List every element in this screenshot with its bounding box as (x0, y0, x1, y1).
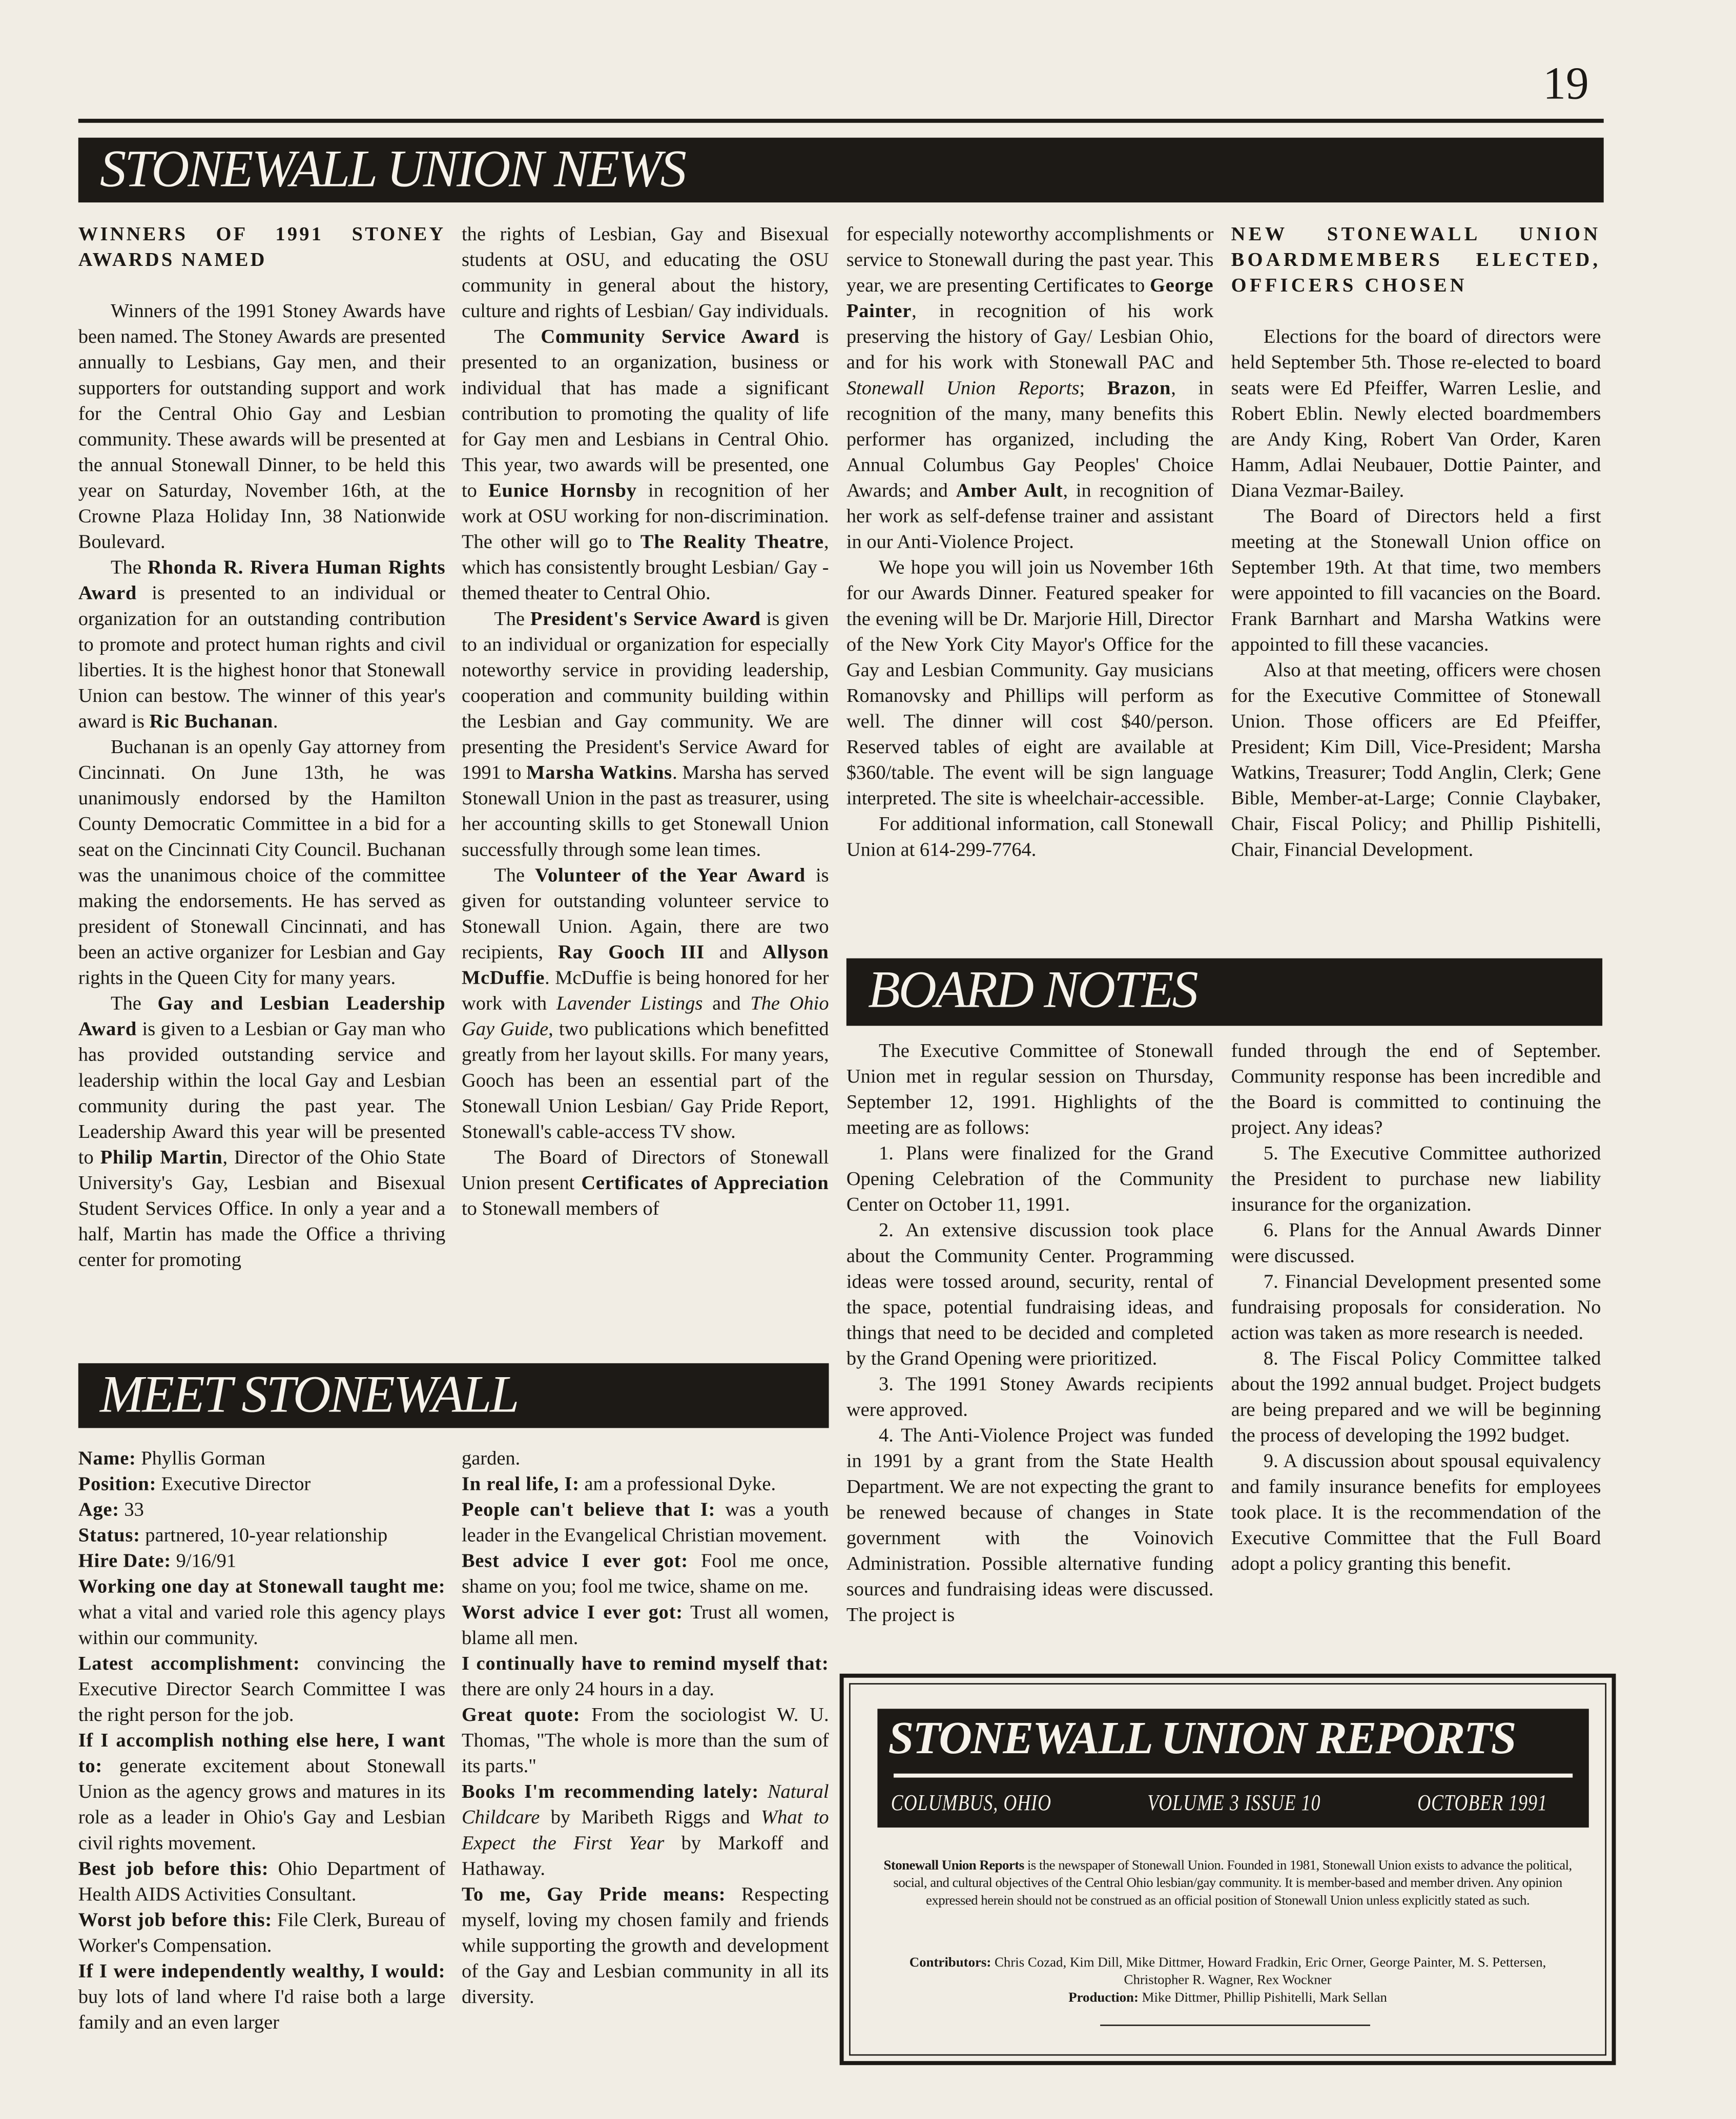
paragraph (462, 1549, 829, 1601)
text-run: , Director of the Ohio State University's Gay, Lesbian and Bisexual Student Services Office. In only a year and a half, Martin has made the Office a thriving center for promoting (78, 1147, 446, 1272)
paragraph (78, 1960, 446, 2037)
production-list: Mike Dittmer, Phillip Pishitelli, Mark Sellan (1138, 1990, 1387, 2006)
bold-text: Best advice I ever got: (461, 1551, 688, 1573)
text-run: From the sociologist W. U. Thomas, "The whole is more than the sum of its parts." (461, 1705, 829, 1778)
text-run: The (494, 609, 530, 631)
bold-text: People can't believe that I: (461, 1499, 716, 1522)
paragraph (462, 1601, 829, 1652)
text-run: , in recognition of his work preserving the history of Gay/ Lesbian Ohio, and for his work with Stonewall PAC and (846, 301, 1214, 374)
text-run: The Board of Directors held a first meeting at the Stonewall Union office on September 19th. At that time, two members were appointed to fill vacancies on the Board. Frank Barnhart and Marsha Watkins were appointed to fill these vacancies. (1231, 506, 1601, 656)
text-run: by Maribeth Riggs and (540, 1807, 761, 1829)
text-run: Also at that meeting, officers were chosen for the Executive Committee of Stonewall Union. Those officers are Ed Pfeiffer, President; Kim Dill, Vice-President; Marsha Watkins, Treasurer; Todd Anglin, Clerk; Gene Bible, Member-at-Large; Connie Claybaker, Chair, Fiscal Policy; and Phillip Pishitelli, Chair, Financial Development. (1231, 660, 1601, 861)
text-run: Fool me once, shame on you; fool me twice, shame on me. (461, 1551, 829, 1598)
text-run: . (273, 711, 278, 733)
paragraph (1231, 1040, 1601, 1142)
masthead-credits (880, 1955, 1576, 2007)
text-run: The (111, 557, 148, 579)
paragraph (78, 992, 446, 1274)
page-number: 19 (1543, 59, 1589, 110)
text-run: Elections for the board of directors were held September 5th. Those re-elected to board seats were Ed Pfeiffer, Warren Leslie, and Robert Eblin. Newly elected boardmembers are Andy King, Robert Van Order, Karen Hamm, Adlai Neubauer, Dottie Painter, and Diana Vezmar-Bailey. (1231, 326, 1601, 503)
text-run: Buchanan is an openly Gay attorney from Cincinnati. On June 13th, he was unanimously endorsed by the Hamilton County Democratic Committee in a bid for a seat on the Cincinnati City Council. Buchanan was the unanimous choice of the committee making the endorsements. He has served as president of Stonewall Cincinnati, and has been an active organizer for Lesbian and Gay rights in the Queen City for many years. (78, 737, 446, 990)
text-run: for especially noteworthy accomplishments or service to Stonewall during the past year. This year, we are presenting Certificates to (846, 224, 1214, 297)
bold-text: Brazon (1107, 378, 1171, 400)
bold-text: Best job before this: (78, 1858, 269, 1880)
paragraph (78, 1549, 446, 1575)
text-run: is given to a Lesbian or Gay man who has provided outstanding service and leadership within the local Gay and Lesbian community during the past year. The Leadership Award this year will be presented to (78, 1019, 446, 1169)
text-run: The Board of Directors of Stonewall Union present (461, 1147, 829, 1195)
masthead-location: COLUMBUS, OHIO (891, 1790, 1052, 1816)
section-banner-board-notes: BOARD NOTES (846, 958, 1602, 1026)
text-run: convincing the Executive Director Search Committee I was the right person for the job. (78, 1653, 446, 1727)
text-run: am a professional Dyke. (579, 1473, 776, 1496)
text-run: in recognition of her work at OSU working for non-discrimination. The other will go to (461, 480, 829, 554)
contributors-label: Contributors: (909, 1956, 991, 1971)
paragraph (462, 1447, 829, 1472)
text-run: File Clerk, Bureau of Worker's Compensation. (78, 1909, 446, 1958)
paragraph (846, 1424, 1214, 1629)
paragraph (1231, 505, 1601, 658)
text-run: 9/16/91 (171, 1551, 237, 1573)
text-run: ; (1079, 378, 1107, 400)
paragraph (462, 325, 829, 608)
text-run: by Markoff and Hathaway. (461, 1833, 829, 1880)
text-run: is given for outstanding volunteer service to Stonewall Union. Again, there are two recipients, (461, 865, 829, 964)
bold-text: George Painter (846, 275, 1214, 323)
bold-text: The Reality Theatre (640, 531, 824, 554)
paragraph (462, 608, 829, 864)
section-banner-meet-stonewall: MEET STONEWALL (78, 1363, 829, 1428)
bold-text: If I were independently wealthy, I would: (78, 1961, 446, 1983)
masthead-volume: VOLUME 3 ISSUE 10 (1147, 1790, 1321, 1816)
text-run: We hope you will join us November 16th for our Awards Dinner. Featured speaker for the evening will be Dr. Marjorie Hill, Director of the New York City Mayor's Office for the Gay and Lesbian Community. Gay musicians Romanovsky and Phillips will perform as well. The dinner will cost $40/person. Reserved tables of eight are available at $360/table. The event will be sign language interpreted. The site is wheelchair-accessible. (846, 557, 1214, 810)
paragraph (1231, 1449, 1601, 1577)
paragraph (462, 1472, 829, 1498)
text-run: to Stonewall members of (461, 1198, 659, 1220)
bold-text: Name: (78, 1448, 136, 1470)
masthead-banner (877, 1709, 1588, 1827)
text-run: was a youth leader in the Evangelical Christian movement. (461, 1499, 829, 1547)
section-banner-news: STONEWALL UNION NEWS (78, 138, 1604, 202)
winners-column-3 (846, 223, 1214, 864)
about-text: is the newspaper of Stonewall Union. Founded in 1981, Stonewall Union exists to advance the political, social, and cultural objectives of the Central Ohio lesbian/gay community. It is member-based and member driven. Any opinion expressed herein should not be construed as an official position of Stonewall Union unless explicitly stated as such. (893, 1858, 1572, 1909)
bold-text: Hire Date: (78, 1551, 172, 1573)
paragraph (846, 1040, 1214, 1142)
text-run: . Marsha has served Stonewall Union in the past as treasurer, using her accounting skills to get Stonewall Union successfully through some lean times. (461, 762, 829, 861)
text-run: 2. An extensive discussion took place about the Community Center. Programming ideas were tossed around, security, rental of the space, potential fundraising ideas, and things that need to be decided and completed by the Grand Opening were prioritized. (846, 1220, 1214, 1370)
paragraph (846, 1219, 1214, 1373)
bold-text: Ric Buchanan (149, 711, 273, 733)
bold-text: Position: (78, 1473, 157, 1496)
paragraph (846, 223, 1214, 556)
bold-text: Worst job before this: (78, 1909, 272, 1931)
bold-text: Philip Martin (100, 1147, 223, 1169)
text-run: there are only 24 hours in a day. (461, 1679, 714, 1701)
text-run: and (704, 942, 763, 964)
board-elected-column (1231, 223, 1601, 864)
bold-text: Books I'm recommending lately: (461, 1781, 759, 1803)
text-run: . McDuffie is being honored for her work with (461, 967, 829, 1015)
paragraph (1231, 325, 1601, 505)
paragraph (1231, 1270, 1601, 1347)
bold-text: Marsha Watkins (526, 762, 673, 784)
text-run: 9. A discussion about spousal equivalency and family insurance benefits for employees took place. It is the recommendation of the Executive Committee that the Full Board adopt a policy granting this benefit. (1231, 1451, 1601, 1575)
text-run: , which has consistently brought Lesbian/ Gay - themed theater to Central Ohio. (461, 531, 829, 605)
text-run: generate excitement about Stonewall Union as the agency grows and matures in its role as a leader in Ohio's Gay and Lesbian civil rights movement. (78, 1756, 446, 1855)
paragraph (846, 556, 1214, 813)
paragraph (462, 1146, 829, 1223)
paragraph (846, 813, 1214, 864)
paragraph (78, 1652, 446, 1729)
winners-column-1 (78, 223, 446, 1274)
text-run: buy lots of land where I'd raise both a large family and an even larger (78, 1986, 446, 2034)
meet-column-2 (462, 1447, 829, 2011)
text-run: the rights of Lesbian, Gay and Bisexual students at OSU, and educating the OSU community in general about the history, culture and rights of Lesbian/ Gay individuals. (461, 224, 829, 323)
paragraph (462, 1703, 829, 1780)
italic-text: Stonewall Union Reports (846, 378, 1080, 400)
paragraph (78, 1447, 446, 1472)
text-run: 4. The Anti-Violence Project was funded in 1991 by a grant from the State Health Department. We are not expecting the grant to be renewed because of changes in State government with the Voinovich Administration. Possible alternative funding sources and fundraising ideas were discussed. The project is (846, 1425, 1214, 1627)
text-run: 5. The Executive Committee authorized the President to purchase new liability insurance for the organization. (1231, 1143, 1601, 1216)
paragraph (1231, 659, 1601, 864)
bold-text: Rhonda R. Rivera Human Rights Award (78, 557, 446, 605)
italic-text: The Ohio Gay Guide (461, 993, 829, 1041)
text-run: what a vital and varied role this agency plays within our community. (78, 1602, 446, 1650)
masthead-date: OCTOBER 1991 (1417, 1790, 1548, 1816)
about-name: Stonewall Union Reports (883, 1858, 1024, 1874)
text-run: partnered, 10-year relationship (140, 1525, 388, 1547)
text-run: , in recognition of the many, many benefits this performer has organized, including the Annual Columbus Gay Peoples' Choice Awards; and (846, 378, 1214, 503)
bold-text: To me, Gay Pride means: (461, 1884, 726, 1906)
paragraph (462, 864, 829, 1146)
bold-text: Age: (78, 1499, 119, 1522)
italic-text: Lavender Listings (556, 993, 703, 1015)
paragraph (78, 1498, 446, 1524)
text-run: is given to an individual or organization for especially noteworthy service in providing leadership, cooperation and community building within the Lesbian and Gay community. We are presenting the President's Service Award for 1991 to (461, 609, 829, 784)
masthead-box (840, 1674, 1616, 2065)
text-run: The (494, 326, 541, 348)
text-run: 6. Plans for the Annual Awards Dinner were discussed. (1231, 1220, 1601, 1268)
text-run: The (111, 993, 158, 1015)
paragraph (1231, 1219, 1601, 1270)
top-rule (78, 119, 1604, 123)
board-notes-column-2 (1231, 1040, 1601, 1578)
bold-text: Volunteer of the Year Award (535, 865, 805, 887)
bold-text: Community Service Award (541, 326, 800, 348)
bold-text: I continually have to remind myself that: (461, 1653, 829, 1675)
winners-column-2 (462, 223, 829, 1223)
meet-column-1 (78, 1447, 446, 2037)
paragraph (846, 1142, 1214, 1219)
bold-text: Eunice Hornsby (488, 480, 637, 503)
masthead-title: STONEWALL UNION REPORTS (888, 1714, 1516, 1764)
text-run: 8. The Fiscal Policy Committee talked about the 1992 annual budget. Project budgets are being prepared and we will be beginning the process of developing the 1992 budget. (1231, 1348, 1601, 1447)
bold-text: Certificates of Appreciation (581, 1173, 829, 1195)
paragraph (1231, 1347, 1601, 1449)
text-run: Trust all women, blame all men. (461, 1602, 829, 1650)
text-run: is presented to an organization, business or individual that has made a significant contribution to promoting the quality of life for Gay men and Lesbians in Central Ohio. This year, two awards will be presented, one to (461, 326, 829, 503)
text-run: For additional information, call Stonewall Union at 614-299-7764. (846, 814, 1214, 861)
paragraph (462, 1780, 829, 1883)
text-run: funded through the end of September. Community response has been incredible and the Board is committed to continuing the project. Any ideas? (1231, 1041, 1601, 1139)
text-run: , in recognition of her work as self-defense trainer and assistant in our Anti-Violence Project. (846, 480, 1214, 554)
bold-text: If I accomplish nothing else here, I want to: (78, 1730, 446, 1778)
text-run: 7. Financial Development presented some fundraising proposals for consideration. No action was taken as more research is needed. (1231, 1271, 1601, 1344)
text-run (759, 1782, 768, 1803)
masthead-about (880, 1857, 1576, 1910)
masthead-end-rule (1100, 2025, 1370, 2026)
text-run: and (702, 993, 751, 1015)
bold-text: Latest accomplishment: (78, 1653, 300, 1675)
text-run: Ohio Department of Health AIDS Activities Consultant. (78, 1858, 446, 1906)
paragraph (462, 1498, 829, 1549)
paragraph (1231, 1142, 1601, 1219)
paragraph (846, 1373, 1214, 1424)
bold-text: Working one day at Stonewall taught me: (78, 1576, 446, 1598)
paragraph (78, 1524, 446, 1549)
paragraph (78, 1472, 446, 1498)
text-run: garden. (461, 1448, 521, 1470)
paragraph (462, 223, 829, 325)
text-run: 1. Plans were finalized for the Grand Opening Celebration of the Community Center on October 11, 1991. (846, 1143, 1214, 1216)
winners-headline: WINNERS OF 1991 STONEY AWARDS NAMED (78, 224, 446, 272)
text-run: 3. The 1991 Stoney Awards recipients were approved. (846, 1374, 1214, 1422)
text-run: is presented to an individual or organization for an outstanding contribution to promote and protect human rights and civil liberties. It is the highest honor that Stonewall Union can bestow. The winner of this year's award is (78, 583, 446, 733)
text-run: The Executive Committee of Stonewall Union met in regular session on Thursday, September 12, 1991. Highlights of the meeting are as follows: (846, 1041, 1214, 1139)
board-elected-headline: NEW STONEWALL UNION BOARDMEMBERS ELECTED, OFFICERS CHOSEN (1231, 224, 1601, 297)
paragraph (78, 1575, 446, 1652)
paragraph (78, 1729, 446, 1857)
contributors-list: Chris Cozad, Kim Dill, Mike Dittmer, Howard Fradkin, Eric Orner, George Painter, M. S. Pettersen, Christopher R. Wagner, Rex Wockner (991, 1956, 1546, 1988)
paragraph (78, 1857, 446, 1908)
italic-text: Natural Childcare (461, 1781, 829, 1829)
text-run: 33 (119, 1499, 144, 1522)
paragraph (78, 300, 446, 556)
text-run: Respecting myself, loving my chosen family and friends while supporting the growth and development of the Gay and Lesbian community in all its diversity. (461, 1884, 829, 2009)
italic-text: What to Expect the First Year (461, 1807, 829, 1855)
paragraph (462, 1652, 829, 1703)
paragraph (78, 1908, 446, 1960)
text-run: , two publications which benefitted greatly from her layout skills. For many years, Gooch has been an essential part of the Stonewall Union Lesbian/ Gay Pride Report, Stonewall's cable-access TV show. (461, 1019, 829, 1144)
bold-text: President's Service Award (530, 609, 761, 631)
paragraph (462, 1883, 829, 2011)
board-notes-column-1 (846, 1040, 1214, 1629)
bold-text: Allyson McDuffie (461, 942, 829, 990)
bold-text: Worst advice I ever got: (461, 1602, 683, 1624)
bold-text: In real life, I: (461, 1473, 580, 1496)
masthead-rule (894, 1774, 1573, 1778)
text-run: The (494, 865, 535, 887)
text-run: Phyllis Gorman (136, 1448, 265, 1470)
paragraph (78, 736, 446, 992)
bold-text: Status: (78, 1525, 140, 1547)
bold-text: Amber Ault (956, 480, 1063, 503)
bold-text: Ray Gooch III (557, 942, 705, 964)
paragraph (78, 556, 446, 735)
text-run: Executive Director (156, 1473, 311, 1496)
text-run: Winners of the 1991 Stoney Awards have been named. The Stoney Awards are presented annually to Lesbians, Gay men, and their supporters for outstanding support and work for the Central Ohio Gay and Lesbian community. These awards will be presented at the annual Stonewall Dinner, to be held this year on Saturday, November 16th, at the Crowne Plaza Holiday Inn, 38 Nationwide Boulevard. (78, 301, 446, 554)
bold-text: Great quote: (461, 1705, 581, 1727)
production-label: Production: (1068, 1990, 1139, 2006)
bold-text: Gay and Lesbian Leadership Award (78, 993, 446, 1041)
